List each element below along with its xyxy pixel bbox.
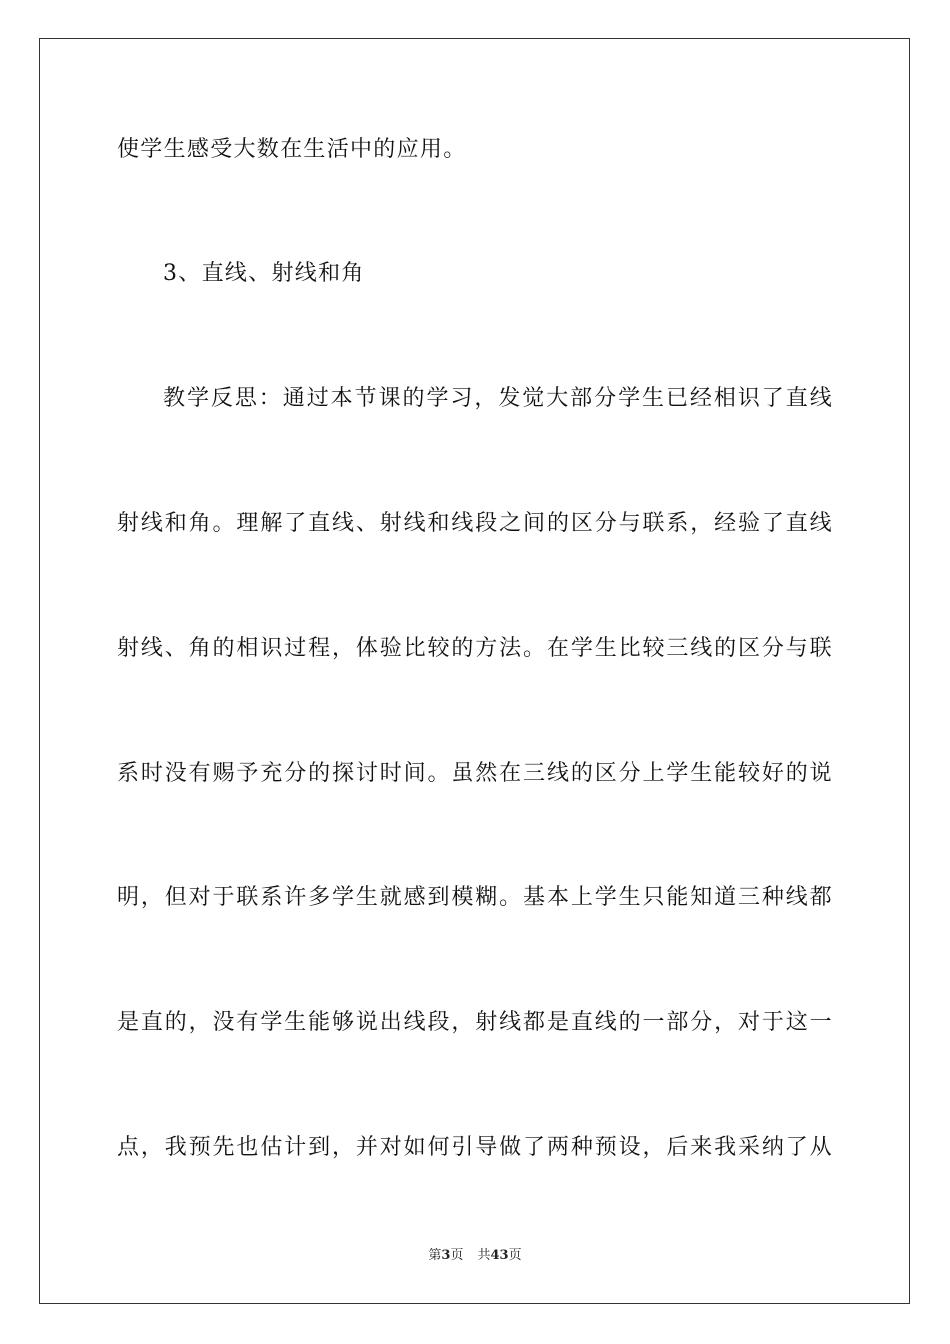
page-footer [0,1247,950,1265]
body-text-line-8: 是直的，没有学生能够说出线段，射线都是直线的一部分，对于这一 [117,1010,833,1035]
page-prefix: 第 [428,1248,442,1263]
body-text-line-1: 使学生感受大数在生活中的应用。 [117,137,467,162]
page-border [39,38,910,1304]
body-text-line-4: 射线和角。理解了直线、射线和线段之间的区分与联系，经验了直线 [117,511,833,536]
total-suffix: 页 [508,1248,522,1263]
body-text-line-9: 点，我预先也估计到，并对如何引导做了两种预设，后来我采纳了从 [117,1135,833,1160]
body-text-line-7: 明，但对于联系许多学生就感到模糊。基本上学生只能知道三种线都 [117,885,833,910]
page-number: 3 [441,1248,451,1263]
body-text-line-6: 系时没有赐予充分的探讨时间。虽然在三线的区分上学生能较好的说 [117,761,833,786]
body-text-line-5: 射线、角的相识过程，体验比较的方法。在学生比较三线的区分与联 [117,636,833,661]
page-suffix: 页 [450,1248,464,1263]
body-text-line-3: 教学反思：通过本节课的学习，发觉大部分学生已经相识了直线 [163,386,833,411]
section-heading: 3、直线、射线和角 [163,261,365,286]
total-prefix: 共 [477,1248,491,1263]
total-pages: 43 [490,1248,509,1263]
